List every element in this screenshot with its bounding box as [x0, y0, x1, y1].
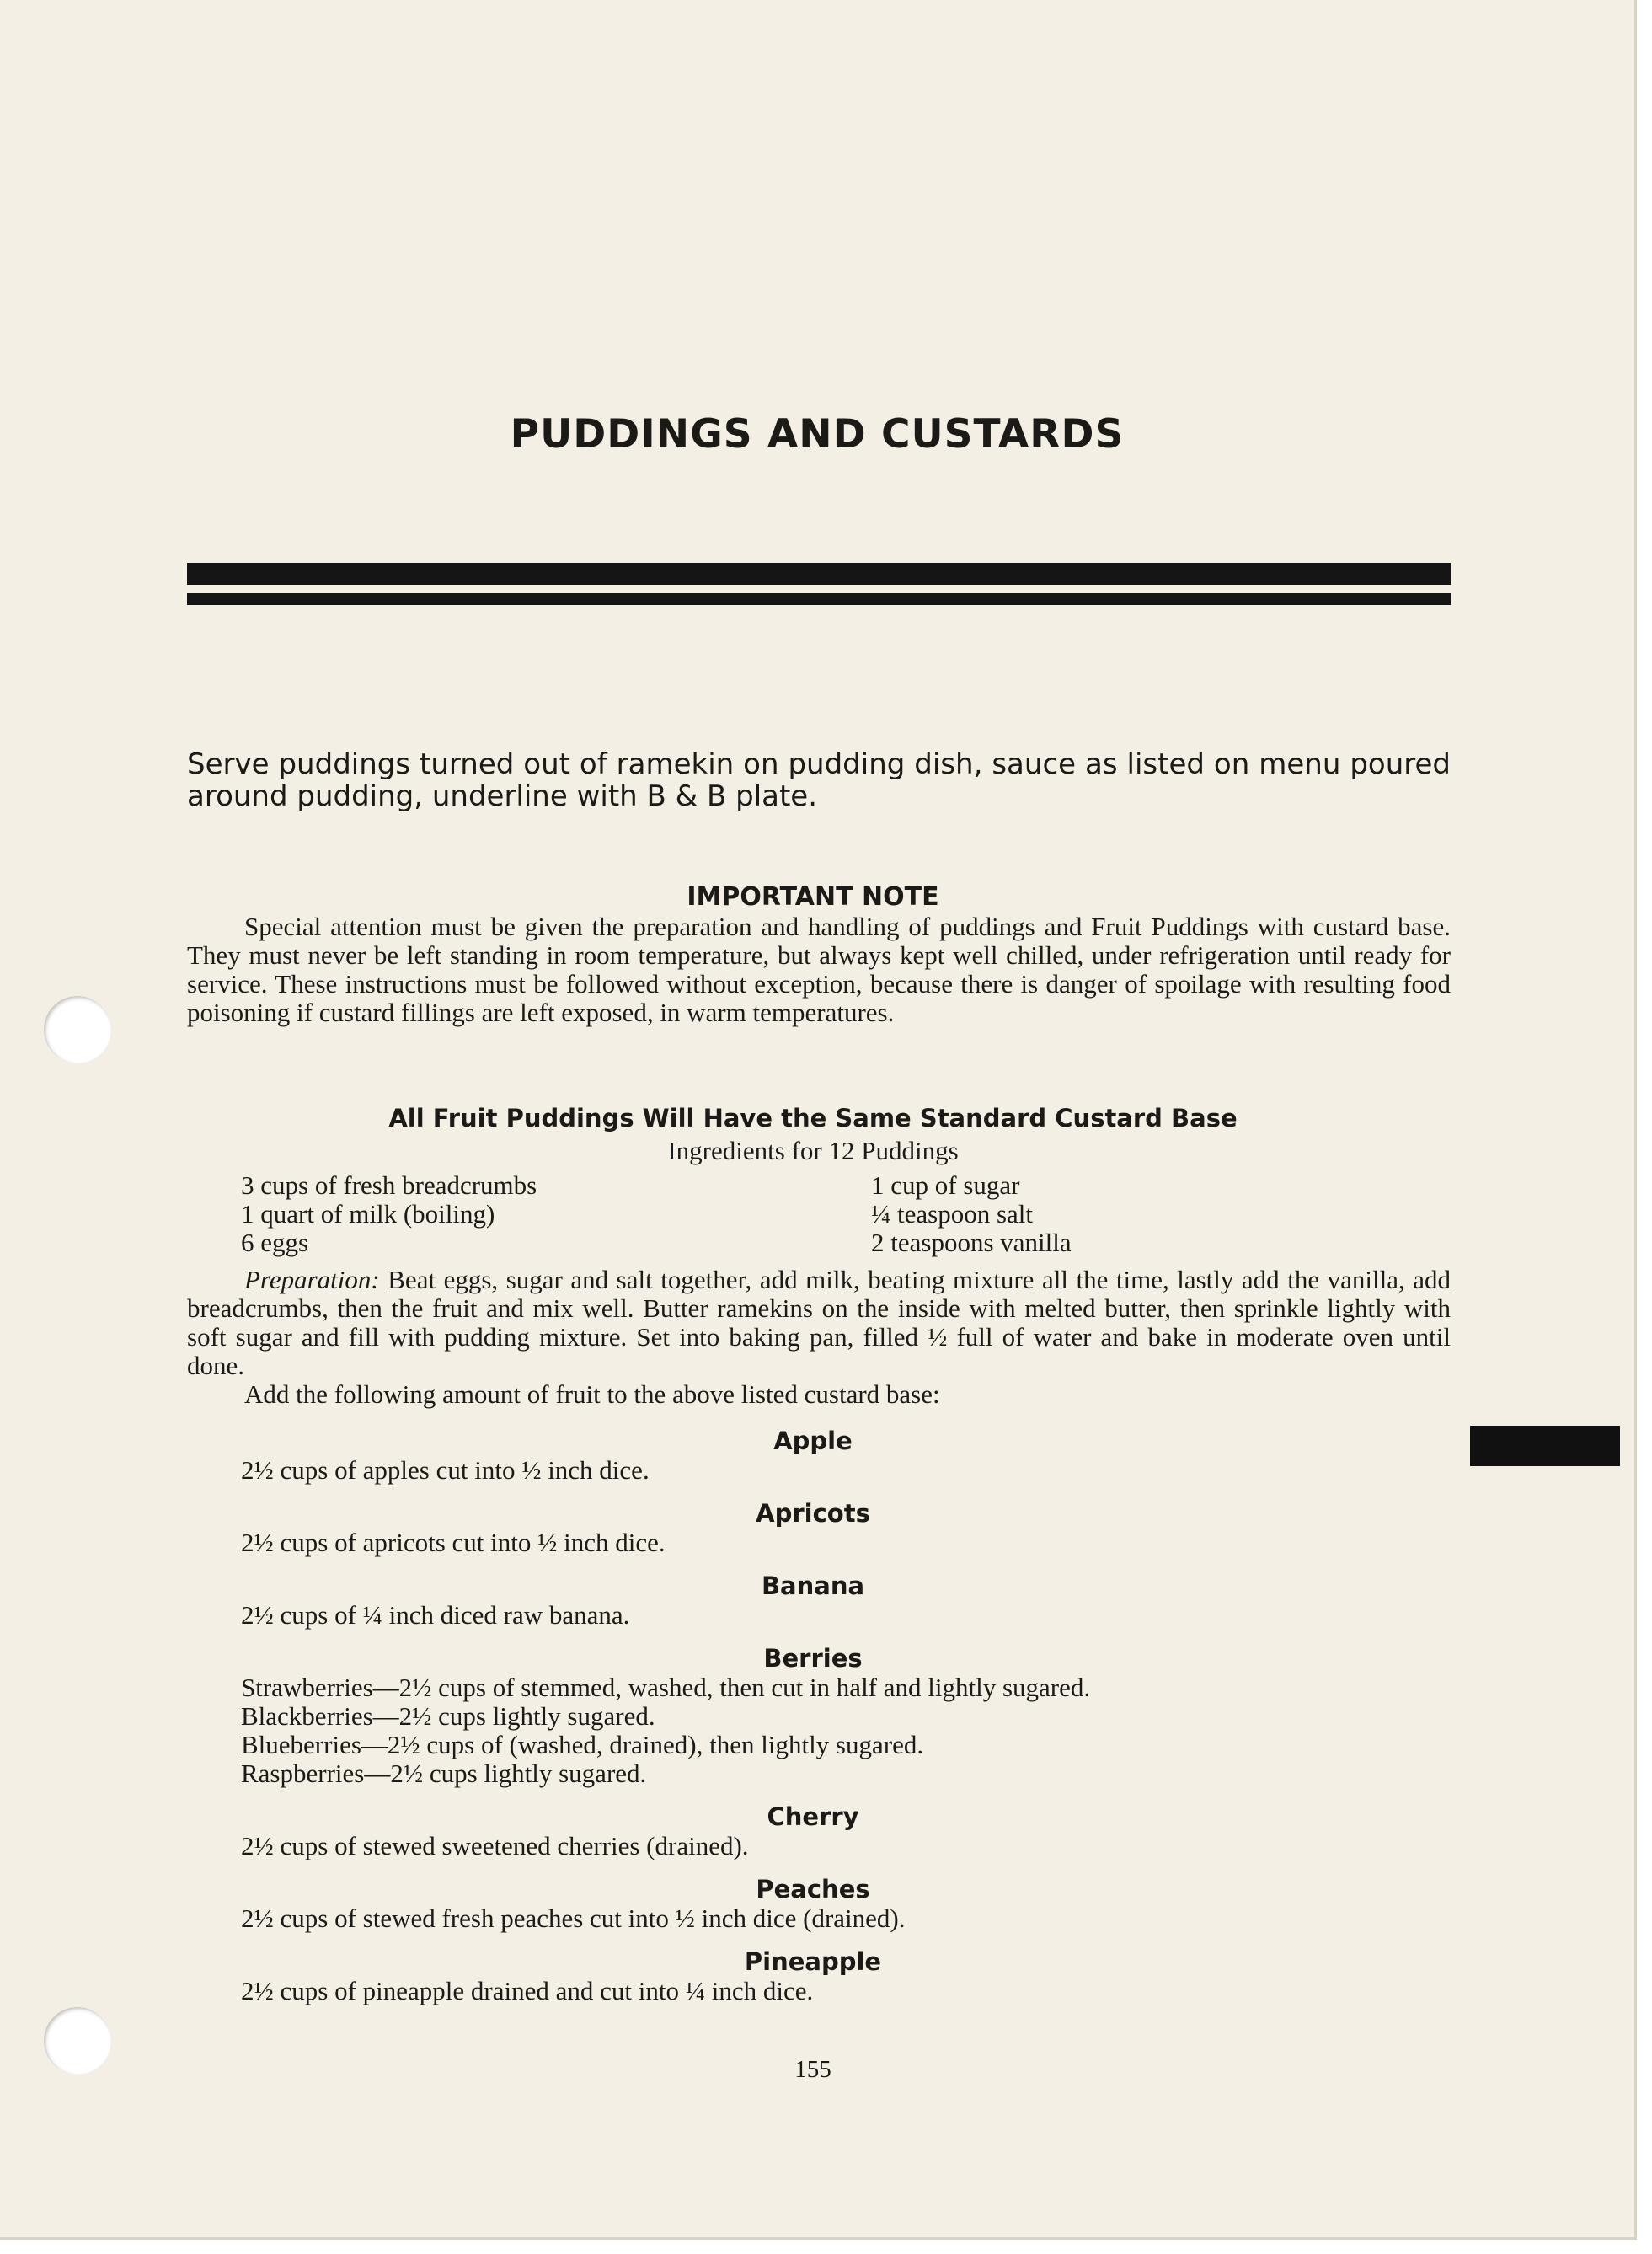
fruit-heading-peaches: Peaches: [756, 1875, 870, 1903]
fruit-instruction: 2½ cups of pineapple drained and cut into ¼ inch dice.: [241, 1976, 814, 2005]
ingredient-item: 1 cup of sugar: [871, 1170, 1020, 1200]
fruit-instruction: 2½ cups of ¼ inch diced raw banana.: [241, 1600, 630, 1630]
fruit-heading-pineapple: Pineapple: [744, 1947, 882, 1976]
ingredient-item: 6 eggs: [241, 1228, 309, 1257]
fruit-heading-cherry: Cherry: [767, 1802, 859, 1831]
preparation-label: Preparation:: [244, 1265, 380, 1294]
fruit-heading-berries: Berries: [763, 1644, 863, 1673]
fruit-instruction: 2½ cups of apricots cut into ½ inch dice.: [241, 1528, 666, 1557]
fruit-heading-apple: Apple: [773, 1427, 853, 1455]
binder-hole-upper: [44, 996, 111, 1063]
add-fruit-instruction: Add the following amount of fruit to the above listed custard base:: [244, 1379, 940, 1409]
ingredient-item: 2 teaspoons vanilla: [871, 1228, 1072, 1257]
fruit-heading-apricots: Apricots: [756, 1499, 870, 1528]
ingredients-left-column: [241, 1171, 537, 1257]
ingredient-item: 3 cups of fresh breadcrumbs: [241, 1170, 537, 1200]
fruit-instruction: 2½ cups of apples cut into ½ inch dice.: [241, 1455, 650, 1485]
intro-paragraph: Serve puddings turned out of ramekin on pudding dish, sauce as listed on menu poured around pudding, underline with B & B plate.: [187, 747, 1451, 813]
fruit-instruction: 2½ cups of stewed sweetened cherries (drained).: [241, 1831, 749, 1860]
preparation-text: Beat eggs, sugar and salt together, add milk, beating mixture all the time, lastly add the vanilla, add breadcrumbs, then the fruit and mix well. Butter ramekins on the inside with melted butter, then sprinkle lightly with soft sugar and fill with pudding mixture. Set into baking pan, filled ½ full of water and bake in moderate oven until done.: [187, 1265, 1451, 1380]
ingredient-item: 1 quart of milk (boiling): [241, 1199, 495, 1229]
page-number: 155: [794, 2056, 831, 2083]
fruit-instruction: Raspberries—2½ cups lightly sugared.: [241, 1759, 647, 1788]
fruit-instruction: Blueberries—2½ cups of (washed, drained), then lightly sugared.: [241, 1730, 924, 1759]
fruit-instruction: Strawberries—2½ cups of stemmed, washed, then cut in half and lightly sugared.: [241, 1673, 1091, 1702]
preparation-paragraph: [187, 1266, 1451, 1380]
page-title: PUDDINGS AND CUSTARDS: [510, 411, 1125, 458]
ingredients-right-column: [871, 1171, 1072, 1257]
title-rule-thin: [187, 593, 1451, 605]
fruit-heading-banana: Banana: [761, 1571, 865, 1600]
important-note-text: Special attention must be given the preparation and handling of puddings and Fruit Puddings with custard base. They must never be left standing in room temperature, but always kept well chilled, under refrigeration until ready for service. These instructions must be followed without exception, because there is danger of spoilage with resulting food poisoning if custard fillings are left exposed, in warm temperatures.: [187, 912, 1451, 1027]
title-rule-thick: [187, 563, 1451, 585]
custard-base-heading: All Fruit Puddings Will Have the Same Standard Custard Base: [388, 1104, 1238, 1132]
fruit-instruction: Blackberries—2½ cups lightly sugared.: [241, 1701, 655, 1731]
ingredients-subheading: Ingredients for 12 Puddings: [667, 1136, 959, 1165]
important-note-heading: IMPORTANT NOTE: [687, 882, 939, 912]
fruit-instruction: 2½ cups of stewed fresh peaches cut into ½ inch dice (drained).: [241, 1903, 906, 1933]
ingredient-item: ¼ teaspoon salt: [871, 1199, 1033, 1229]
